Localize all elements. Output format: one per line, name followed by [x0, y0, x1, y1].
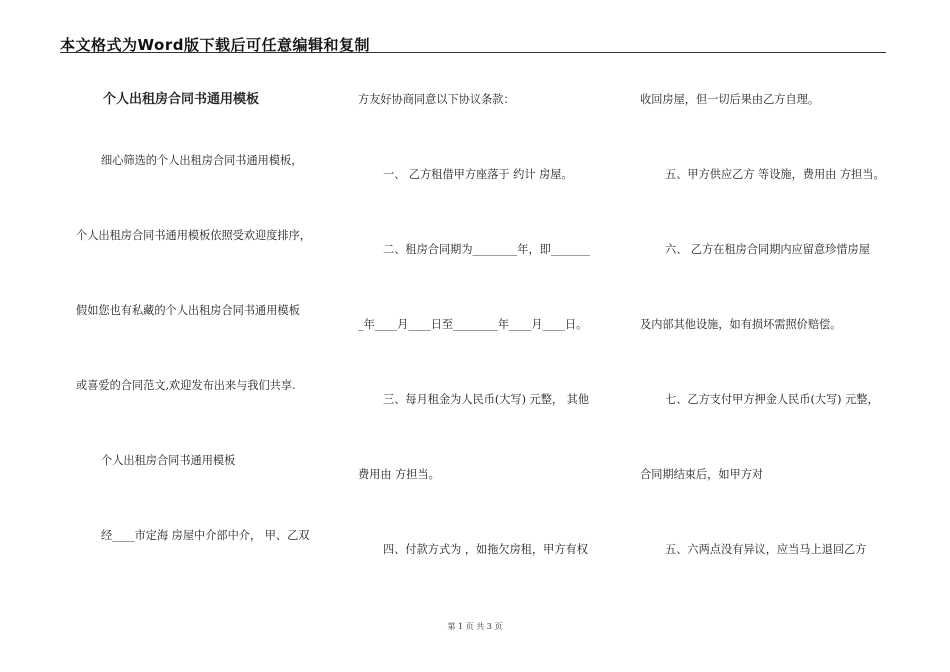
col3-line: 五、甲方供应乙方 等设施，费用由 方担当。 — [665, 168, 885, 181]
col2-line: 二、租房合同期为________年，即_______ — [383, 243, 590, 256]
col1-line: 个人出租房合同书通用模板依照受欢迎度排序， — [76, 229, 311, 242]
col3-line: 合同期结束后，如甲方对 — [640, 468, 764, 481]
col2-line: 方友好协商同意以下协议条款： — [358, 93, 515, 106]
col2-line: 三、每月租金为人民币(大写) 元整， 其他 — [383, 393, 590, 406]
col2-line: 一、 乙方租借甲方座落于 约计 房屋。 — [383, 168, 573, 181]
col1-line: 假如您也有私藏的个人出租房合同书通用模板 — [76, 304, 300, 317]
col1-line: 经____市定海 房屋中介部中介， 甲、乙双 — [101, 529, 310, 542]
col3-line: 及内部其他设施，如有损坏需照价赔偿。 — [640, 318, 842, 331]
col2-line: _年____月____日至________年____月____日。 — [358, 318, 588, 331]
document-title: 个人出租房合同书通用模板 — [103, 92, 260, 107]
col1-line: 或喜爱的合同范文,欢迎发布出来与我们共享. — [76, 379, 296, 392]
col3-line: 七、乙方支付甲方押金人民币(大写) 元整， — [665, 393, 879, 406]
col3-line: 六、 乙方在租房合同期内应留意珍惜房屋 — [665, 243, 870, 256]
col2-line: 四、付款方式为 ，如拖欠房租，甲方有权 — [383, 543, 588, 556]
col2-line: 费用由 方担当。 — [358, 468, 440, 481]
header-rule — [60, 52, 886, 53]
col1-line: 个人出租房合同书通用模板 — [101, 454, 236, 467]
col3-line: 收回房屋，但一切后果由乙方自理。 — [640, 93, 820, 106]
col3-line: 五、六两点没有异议，应当马上退回乙方 — [665, 543, 867, 556]
page-number: 第 1 页 共 3 页 — [447, 622, 503, 631]
col1-line: 细心筛选的个人出租房合同书通用模板， — [101, 154, 303, 167]
page-header-title: 本文格式为Word版下载后可任意编辑和复制 — [60, 36, 370, 54]
